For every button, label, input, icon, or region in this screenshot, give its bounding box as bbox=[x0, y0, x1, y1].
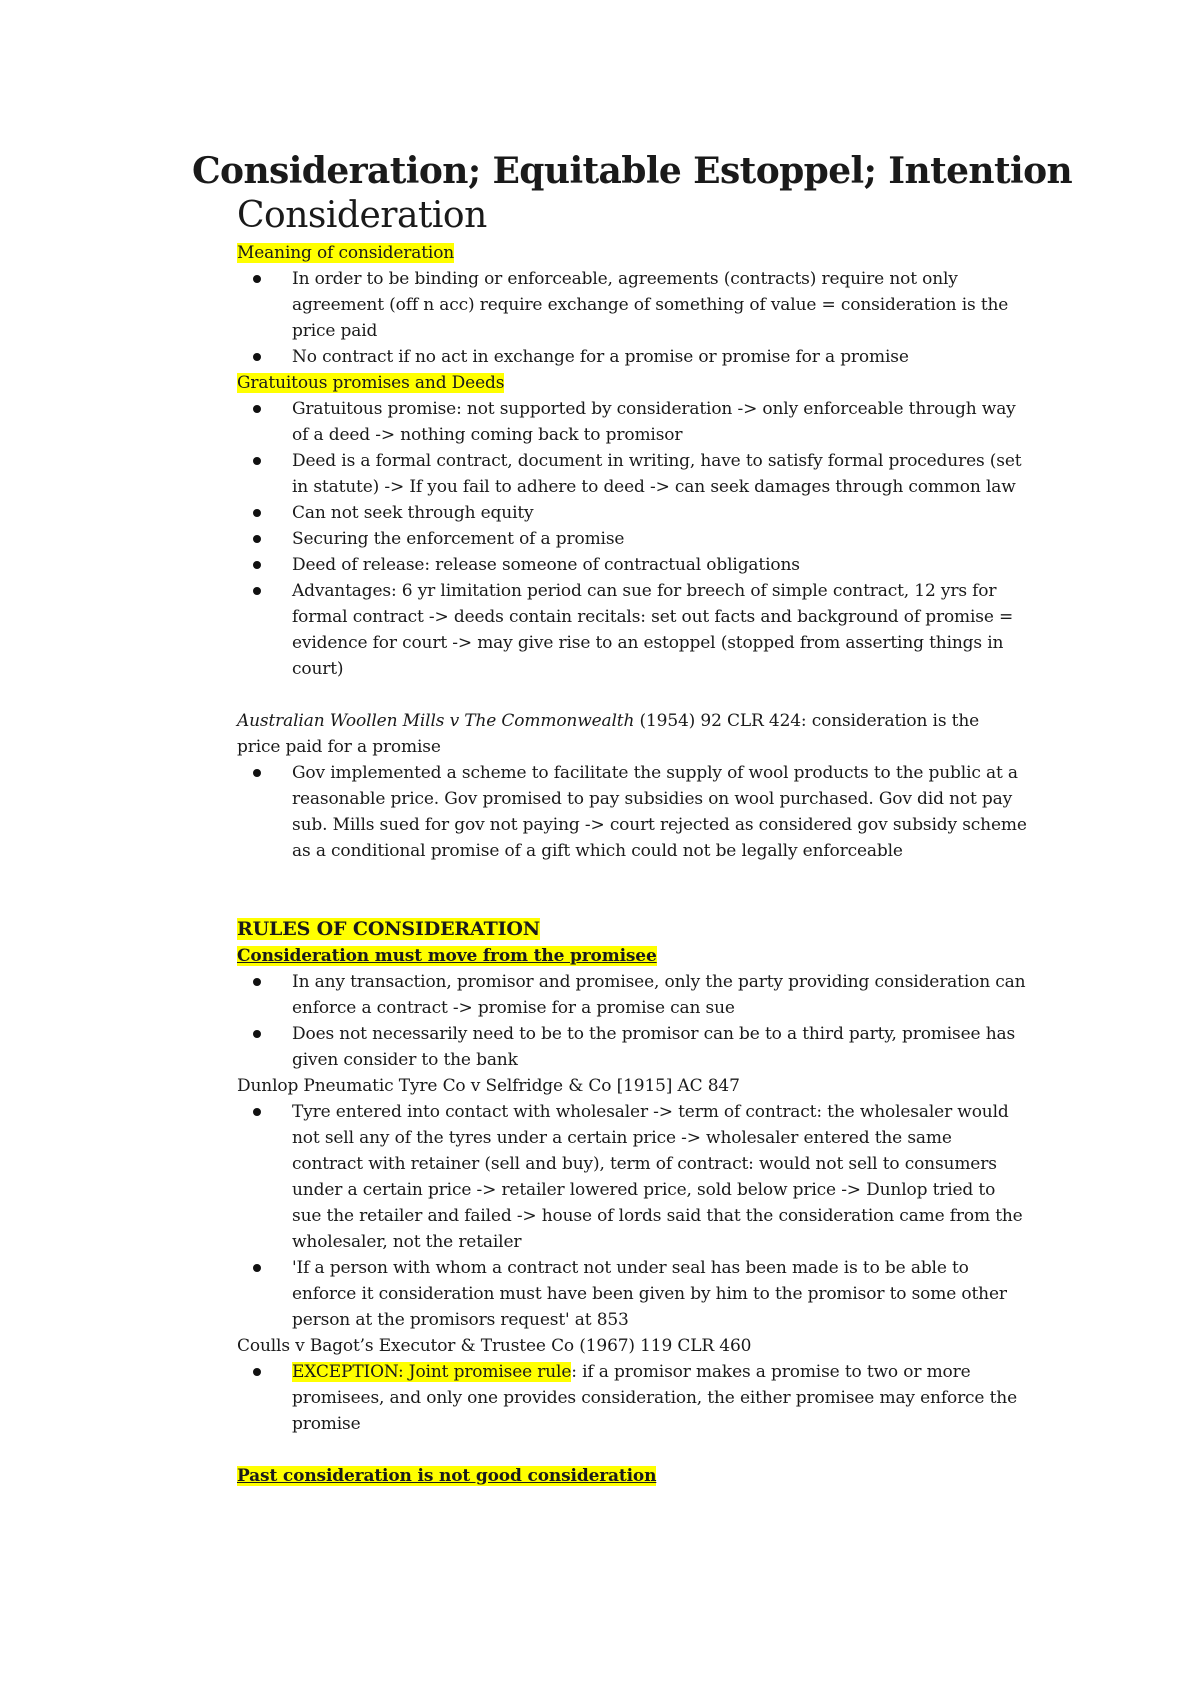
gratuitous-heading: Gratuitous promises and Deeds bbox=[237, 373, 505, 393]
coulls-case: Coulls v Bagot’s Executor & Trustee Co (1967) 119 CLR 460 bbox=[237, 1336, 752, 1356]
section-title: Consideration bbox=[237, 195, 487, 236]
list-item: Securing the enforcement of a promise bbox=[237, 526, 1027, 552]
woollen-list bbox=[237, 760, 1027, 864]
rules-heading: RULES OF CONSIDERATION bbox=[237, 918, 540, 940]
exception-label: EXCEPTION: Joint promisee rule bbox=[292, 1362, 572, 1382]
woollen-case-name: Australian Woollen Mills v The Commonwealth bbox=[237, 711, 635, 731]
list-item: Gov implemented a scheme to facilitate the supply of wool products to the public at a reasonable price. Gov promised to pay subsidies on wool purchased. Gov did not pay sub. Mills sued for gov not paying -> court rejected as considered gov subsidy scheme as a conditional promise of a gift which could not be legally enforceable bbox=[237, 760, 1027, 864]
list-item: No contract if no act in exchange for a promise or promise for a promise bbox=[237, 344, 1027, 370]
list-item: Does not necessarily need to be to the promisor can be to a third party, promisee has given consider to the bank bbox=[237, 1021, 1027, 1073]
list-item: In any transaction, promisor and promisee, only the party providing consideration can enforce a contract -> promise for a promise can sue bbox=[237, 969, 1027, 1021]
coulls-list bbox=[237, 1359, 1027, 1437]
woollen-case-paragraph bbox=[237, 708, 1027, 760]
list-item: Advantages: 6 yr limitation period can sue for breech of simple contract, 12 yrs for formal contract -> deeds contain recitals: set out facts and background of promise = evidence for court -> may give rise to an estoppel (stopped from asserting things in court) bbox=[237, 578, 1027, 682]
document-body bbox=[237, 240, 1027, 1489]
list-item: 'If a person with whom a contract not under seal has been made is to be able to enforce it consideration must have been given by him to the promisor to some other person at the promisors request' at 853 bbox=[237, 1255, 1027, 1333]
list-item: Tyre entered into contact with wholesaler -> term of contract: the wholesaler would not sell any of the tyres under a certain price -> wholesaler entered the same contract with retainer (sell and buy), term of contract: would not sell to consumers under a certain price -> retailer lowered price, sold below price -> Dunlop tried to sue the retailer and failed -> house of lords said that the consideration came from the wholesaler, not the retailer bbox=[237, 1099, 1027, 1255]
list-item: Gratuitous promise: not supported by consideration -> only enforceable through way of a deed -> nothing coming back to promisor bbox=[237, 396, 1027, 448]
promisee-list bbox=[237, 969, 1027, 1073]
list-item: In order to be binding or enforceable, agreements (contracts) require not only agreement (off n acc) require exchange of something of value = consideration is the price paid bbox=[237, 266, 1027, 344]
gratuitous-list bbox=[237, 396, 1027, 682]
meaning-list bbox=[237, 266, 1027, 370]
list-item bbox=[237, 1359, 1027, 1437]
list-item: Deed is a formal contract, document in writing, have to satisfy formal procedures (set in statute) -> If you fail to adhere to deed -> can seek damages through common law bbox=[237, 448, 1027, 500]
dunlop-case: Dunlop Pneumatic Tyre Co v Selfridge & Co [1915] AC 847 bbox=[237, 1076, 740, 1096]
dunlop-list bbox=[237, 1099, 1027, 1333]
meaning-heading: Meaning of consideration bbox=[237, 243, 455, 263]
document-title: Consideration; Equitable Estoppel; Intention bbox=[192, 150, 1073, 192]
exception-text: : if a promisor makes a promise to two or more promisees, and only one provides consideration, the either promisee may enforce the promise bbox=[292, 1362, 1017, 1434]
woollen-citation: (1954) 92 CLR 424: consideration is the price paid for a promise bbox=[237, 711, 980, 757]
list-item: Can not seek through equity bbox=[237, 500, 1027, 526]
past-consideration-heading: Past consideration is not good consideration bbox=[237, 1466, 657, 1486]
list-item: Deed of release: release someone of contractual obligations bbox=[237, 552, 1027, 578]
promisee-subheading: Consideration must move from the promisee bbox=[237, 946, 657, 966]
